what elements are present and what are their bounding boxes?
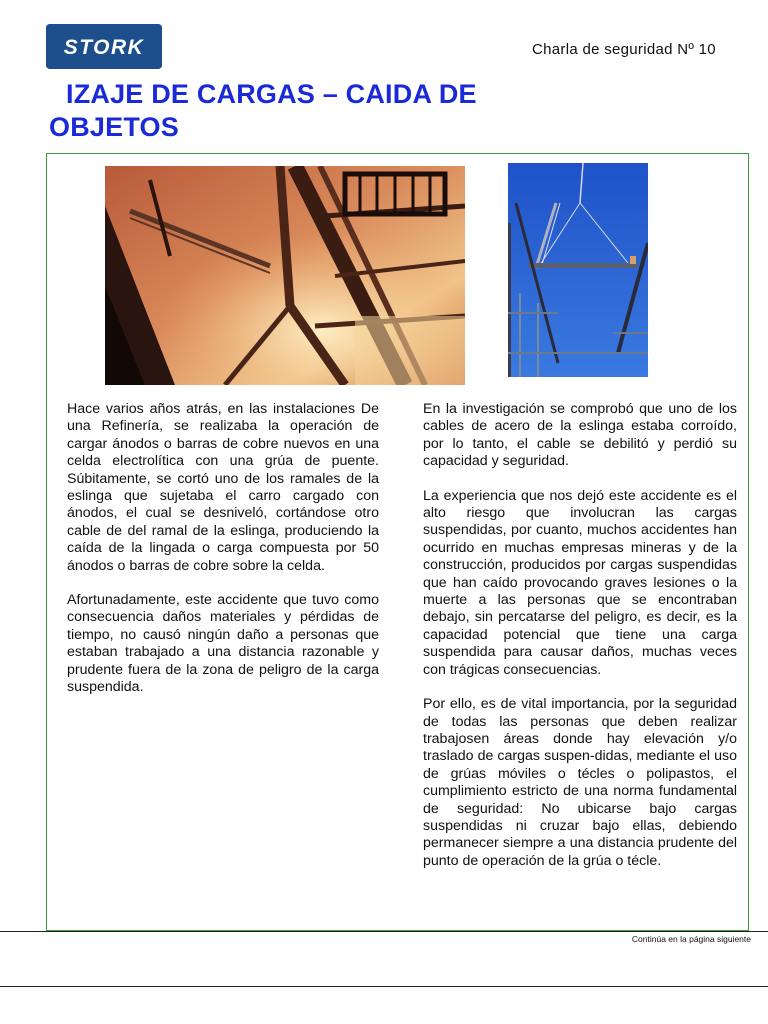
title-line-2: OBJETOS — [49, 112, 179, 142]
left-text-column — [67, 401, 379, 714]
paragraph: La experiencia que nos dejó este accidente es el alto riesgo que involucran las cargas suspendidas, por cuanto, muchos accidentes han ocurrido en muchas empresas mineras y de la construcción, producidos por cargas suspendidas que han caído provocando graves lesiones o la muerte a las personas que se encontraban debajo, sin percatarse del peligro, es decir, es la capacidad potencial que tiene una carga suspendida para causar daños, muchas veces con trágicas consecuencias. — [423, 487, 737, 678]
paragraph: Afortunadamente, este accidente que tuvo como consecuencia daños materiales y pérdidas de tiempo, no causó ningún daño a personas que estaban trabajado a una distancia razonable y prudente fuera de la zona de peligro de la carga suspendida. — [67, 592, 379, 696]
page-title — [49, 78, 609, 144]
paragraph: En la investigación se comprobó que uno de los cables de acero de la eslinga estaba corroído, por lo tanto, el cable se debilitó y perdió su capacidad y seguridad. — [423, 401, 737, 470]
crane-lifting-photo — [508, 163, 648, 377]
paragraph: Por ello, es de vital importancia, por la seguridad de todas las personas que deben realizar trabajosen áreas donde hay elevación y/o traslado de cargas suspen-didas, mediante el uso de grúas móviles o técles o polipastos, el cumplimiento estricto de una norma fundamental de seguridad: No ubicarse bajo cargas suspendidas ni cruzar bajo ellas, debiendo permanecer siempre a una distancia prudente del punto de operación de la grúa o técle. — [423, 696, 737, 869]
right-text-column — [423, 401, 737, 887]
title-line-1: IZAJE DE CARGAS – CAIDA DE — [66, 79, 477, 109]
footer-divider — [0, 931, 768, 932]
logo-text: STORK — [63, 36, 145, 59]
safety-talk-number: Charla de seguridad Nº 10 — [532, 41, 716, 58]
paragraph: Hace varios años atrás, en las instalaciones De una Refinería, se realizaba la operación de cargar ánodos o barras de cobre nuevos en una celda electrolítica con una grúa de puente. Súbitamente, se cortó uno de los ramales de la eslinga que sujetaba el carro cargado con ánodos, el cual se desniveló, cortándose otro cable de del ramal de la eslinga, produciendo la caída de la lingada o carga compuesta por 50 ánodos o barras de cobre sobre la celda. — [67, 401, 379, 574]
company-logo — [46, 24, 162, 69]
continued-note: Continúa en la página siguiente — [631, 934, 751, 944]
page-bottom-divider — [0, 986, 768, 987]
stork-logo-mark — [46, 24, 162, 69]
steel-structure-photo — [105, 166, 465, 385]
